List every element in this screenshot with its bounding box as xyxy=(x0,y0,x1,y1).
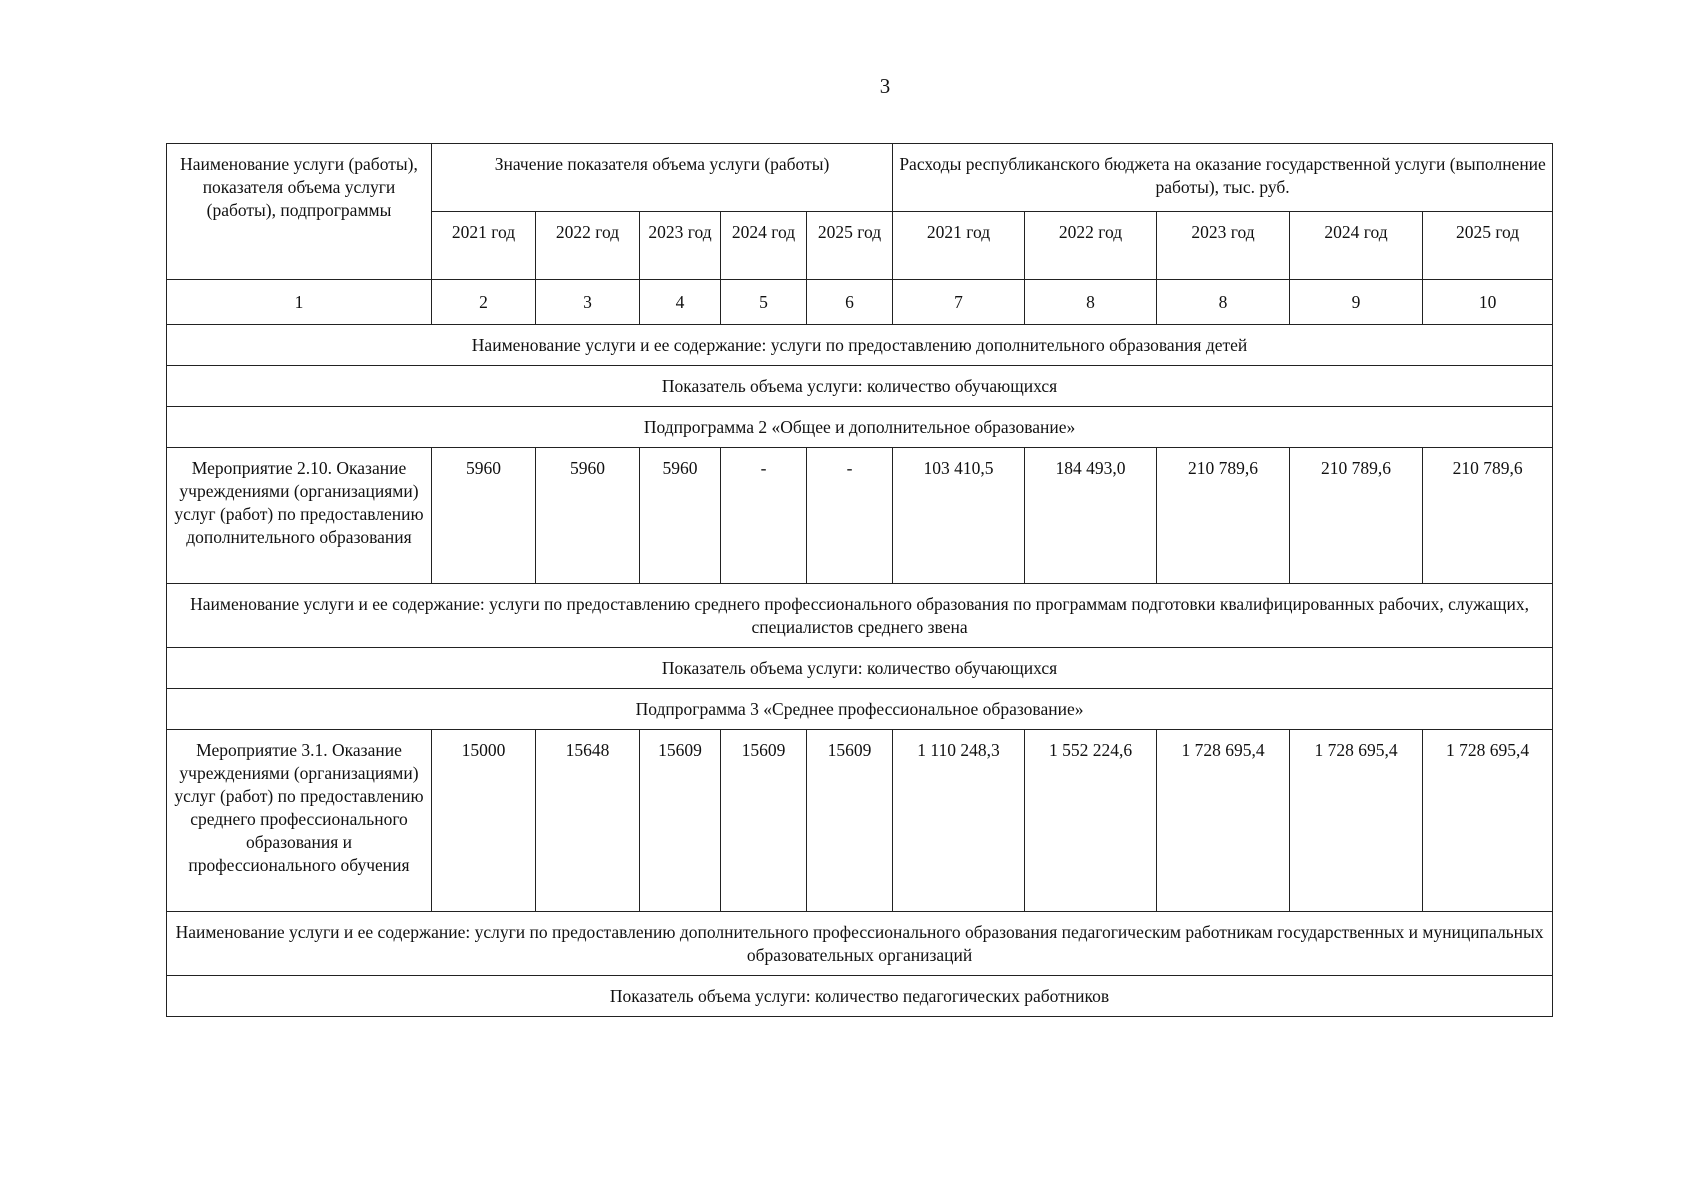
header-expense-year: 2024 год xyxy=(1290,212,1423,280)
service-name-row: Наименование услуги и ее содержание: услуги по предоставлению дополнительного профессионального образования педагогическим работникам государственных и муниципальных образовательных организаций xyxy=(167,912,1553,976)
section-row xyxy=(167,648,1553,689)
header-expense-year: 2021 год xyxy=(893,212,1025,280)
volume-indicator-row: Показатель объема услуги: количество обучающихся xyxy=(167,366,1553,407)
volume-value: 15609 xyxy=(721,730,807,912)
column-number: 6 xyxy=(807,280,893,325)
measure-name: Мероприятие 2.10. Оказание учреждениями (организациями) услуг (работ) по предоставлению дополнительного образования xyxy=(167,448,432,584)
volume-indicator-row: Показатель объема услуги: количество педагогических работников xyxy=(167,976,1553,1017)
section-row xyxy=(167,584,1553,648)
header-volume-year: 2025 год xyxy=(807,212,893,280)
volume-value: 15609 xyxy=(640,730,721,912)
table-row xyxy=(167,448,1553,584)
header-expense-year: 2025 год xyxy=(1423,212,1553,280)
column-number: 1 xyxy=(167,280,432,325)
expense-value: 184 493,0 xyxy=(1025,448,1157,584)
column-number: 2 xyxy=(432,280,536,325)
column-number: 7 xyxy=(893,280,1025,325)
expense-value: 1 110 248,3 xyxy=(893,730,1025,912)
subprogram-row: Подпрограмма 3 «Среднее профессиональное образование» xyxy=(167,689,1553,730)
column-number: 8 xyxy=(1025,280,1157,325)
column-number: 3 xyxy=(536,280,640,325)
volume-value: - xyxy=(807,448,893,584)
section-row xyxy=(167,325,1553,366)
header-volume-group: Значение показателя объема услуги (работы) xyxy=(432,144,893,212)
volume-value: 5960 xyxy=(640,448,721,584)
volume-indicator-row: Показатель объема услуги: количество обучающихся xyxy=(167,648,1553,689)
header-expense-group: Расходы республиканского бюджета на оказание государственной услуги (выполнение работы), тыс. руб. xyxy=(893,144,1553,212)
expense-value: 210 789,6 xyxy=(1157,448,1290,584)
section-row xyxy=(167,407,1553,448)
section-row xyxy=(167,689,1553,730)
header-expense-year: 2023 год xyxy=(1157,212,1290,280)
service-name-row: Наименование услуги и ее содержание: услуги по предоставлению среднего профессионального образования по программам подготовки квалифицированных рабочих, служащих, специалистов среднего звена xyxy=(167,584,1553,648)
table-row xyxy=(167,730,1553,912)
column-number: 5 xyxy=(721,280,807,325)
expense-value: 1 728 695,4 xyxy=(1423,730,1553,912)
expense-value: 210 789,6 xyxy=(1423,448,1553,584)
budget-table xyxy=(166,143,1553,1017)
expense-value: 1 728 695,4 xyxy=(1157,730,1290,912)
section-row xyxy=(167,912,1553,976)
volume-value: 15609 xyxy=(807,730,893,912)
header-volume-year: 2024 год xyxy=(721,212,807,280)
volume-value: 15648 xyxy=(536,730,640,912)
volume-value: 15000 xyxy=(432,730,536,912)
volume-value: 5960 xyxy=(536,448,640,584)
expense-value: 1 552 224,6 xyxy=(1025,730,1157,912)
column-number: 8 xyxy=(1157,280,1290,325)
header-volume-year: 2022 год xyxy=(536,212,640,280)
column-number: 10 xyxy=(1423,280,1553,325)
volume-value: - xyxy=(721,448,807,584)
column-number: 4 xyxy=(640,280,721,325)
header-volume-year: 2023 год xyxy=(640,212,721,280)
header-volume-year: 2021 год xyxy=(432,212,536,280)
expense-value: 1 728 695,4 xyxy=(1290,730,1423,912)
expense-value: 103 410,5 xyxy=(893,448,1025,584)
subprogram-row: Подпрограмма 2 «Общее и дополнительное образование» xyxy=(167,407,1553,448)
page-number: 3 xyxy=(879,74,891,98)
expense-value: 210 789,6 xyxy=(1290,448,1423,584)
header-name-column: Наименование услуги (работы), показателя объема услуги (работы), подпрограммы xyxy=(167,144,432,280)
column-number-row xyxy=(167,280,1553,325)
section-row xyxy=(167,976,1553,1017)
column-number: 9 xyxy=(1290,280,1423,325)
section-row xyxy=(167,366,1553,407)
measure-name: Мероприятие 3.1. Оказание учреждениями (организациями) услуг (работ) по предоставлению среднего профессионального образования и профессионального обучения xyxy=(167,730,432,912)
header-expense-year: 2022 год xyxy=(1025,212,1157,280)
header-row-groups xyxy=(167,144,1553,212)
volume-value: 5960 xyxy=(432,448,536,584)
service-name-row: Наименование услуги и ее содержание: услуги по предоставлению дополнительного образования детей xyxy=(167,325,1553,366)
